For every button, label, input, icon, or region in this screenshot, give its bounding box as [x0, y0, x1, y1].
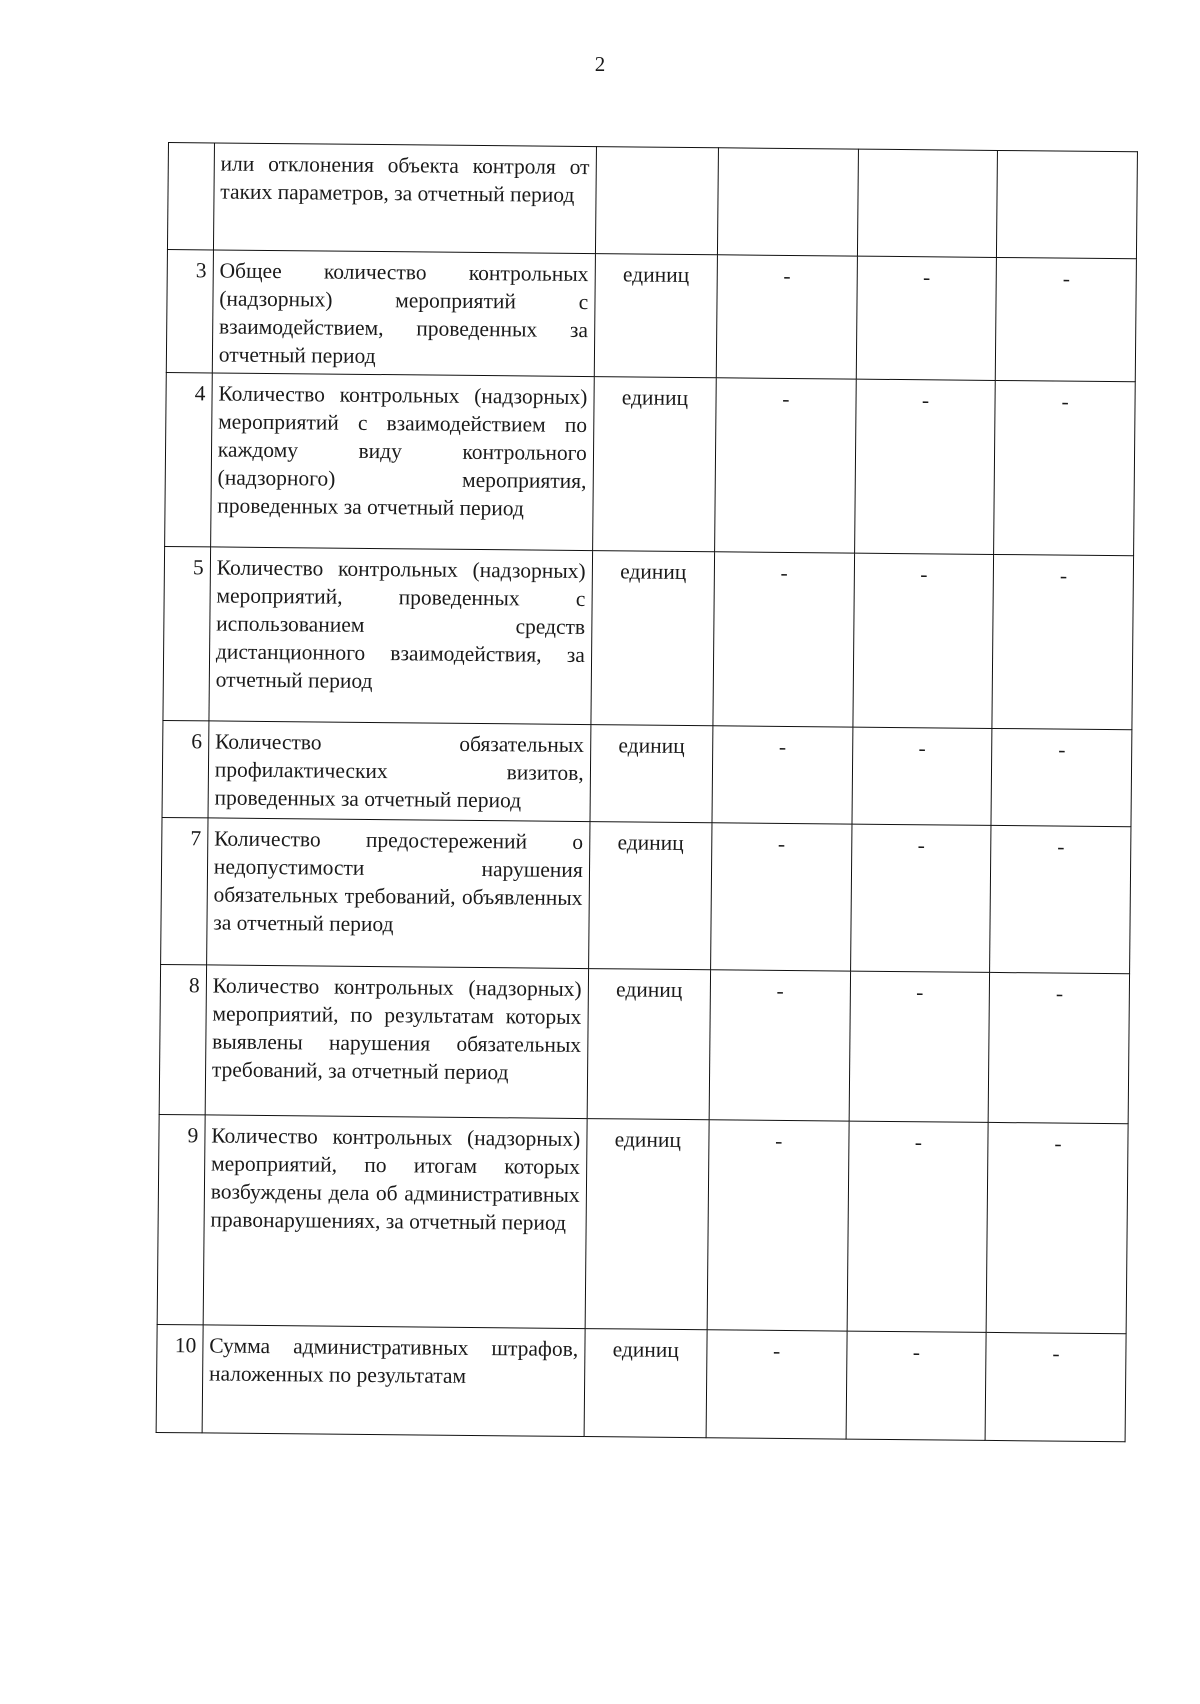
- row-number-cell: 8: [159, 964, 206, 1114]
- value-cell-1: -: [711, 823, 852, 971]
- unit-cell: единиц: [590, 725, 713, 823]
- indicators-table: [156, 142, 1138, 1442]
- row-number-cell: 6: [162, 720, 209, 817]
- value-cell-1: -: [709, 970, 850, 1121]
- row-number-cell: 3: [166, 249, 213, 372]
- row-number-cell: 9: [157, 1114, 205, 1324]
- value-cell-2: -: [850, 824, 991, 972]
- value-cell-2: -: [853, 553, 994, 728]
- value-cell-2: -: [854, 379, 995, 554]
- value-cell-3: -: [996, 257, 1137, 381]
- value-cell-1: -: [707, 1120, 849, 1331]
- row-number-cell: 5: [163, 546, 210, 720]
- unit-cell: единиц: [592, 377, 716, 552]
- value-cell-2: -: [847, 1121, 989, 1332]
- table-row: [165, 372, 1136, 555]
- indicator-name-cell: Общее количество контрольных (надзорных) мероприятий с взаимодействием, проведенных за отчетный период: [212, 250, 595, 377]
- row-number-cell: 4: [165, 372, 212, 546]
- indicator-name-cell: Количество контрольных (надзорных) мероприятий, по итогам которых возбуждены дела об административных правонарушениях, за отчетный период: [203, 1115, 587, 1329]
- table-row: [156, 1324, 1126, 1441]
- unit-cell: единиц: [584, 1329, 707, 1438]
- table-row: [159, 964, 1129, 1123]
- indicator-name-cell: Количество контрольных (надзорных) мероприятий, по результатам которых выявлены нарушения обязательных требований, за отчетный период: [205, 965, 588, 1119]
- value-cell-1: -: [712, 726, 853, 824]
- value-cell-2: [857, 149, 998, 257]
- table-row: [161, 817, 1131, 973]
- page-number: 2: [594, 52, 606, 76]
- value-cell-2: -: [849, 971, 990, 1122]
- unit-cell: единиц: [588, 822, 712, 970]
- value-cell-1: -: [715, 378, 856, 553]
- row-number-cell: 10: [156, 1324, 203, 1432]
- value-cell-3: [997, 150, 1138, 258]
- row-number-cell: 7: [161, 817, 208, 964]
- value-cell-2: -: [852, 727, 993, 825]
- indicator-name-cell: или отклонения объекта контроля от таких параметров, за отчетный период: [213, 143, 596, 254]
- indicator-name-cell: Количество обязательных профилактических визитов, проведенных за отчетный период: [208, 721, 591, 822]
- value-cell-3: -: [991, 728, 1132, 826]
- row-number-cell: [167, 143, 214, 250]
- table-row: [166, 249, 1136, 381]
- value-cell-1: [717, 148, 858, 256]
- value-cell-1: -: [706, 1330, 847, 1439]
- value-cell-2: -: [856, 256, 997, 380]
- value-cell-3: -: [985, 1332, 1126, 1441]
- table-row: [162, 720, 1132, 826]
- value-cell-1: -: [713, 552, 854, 727]
- value-cell-3: -: [988, 972, 1129, 1123]
- value-cell-3: -: [992, 554, 1133, 729]
- unit-cell: единиц: [587, 969, 711, 1120]
- table-row: [167, 143, 1137, 259]
- value-cell-3: -: [986, 1122, 1128, 1333]
- value-cell-3: -: [994, 380, 1135, 555]
- value-cell-1: -: [716, 255, 857, 379]
- table-row: [157, 1114, 1128, 1333]
- unit-cell: [595, 147, 718, 255]
- indicator-name-cell: Количество контрольных (надзорных) мероприятий с взаимодействием по каждому виду контрольного (надзорного) мероприятия, проведенных за отчетный период: [210, 373, 594, 551]
- unit-cell: единиц: [594, 254, 717, 378]
- indicator-name-cell: Сумма административных штрафов, наложенных по результатам: [202, 1325, 585, 1437]
- unit-cell: единиц: [591, 551, 715, 726]
- unit-cell: единиц: [585, 1119, 709, 1330]
- indicator-name-cell: Количество контрольных (надзорных) мероприятий, проведенных с использованием средств дистанционного взаимодействия, за отчетный период: [209, 547, 593, 725]
- value-cell-2: -: [846, 1331, 987, 1440]
- indicator-name-cell: Количество предостережений о недопустимости нарушения обязательных требований, объявленных за отчетный период: [206, 818, 589, 969]
- table-row: [163, 546, 1134, 729]
- value-cell-3: -: [990, 825, 1131, 973]
